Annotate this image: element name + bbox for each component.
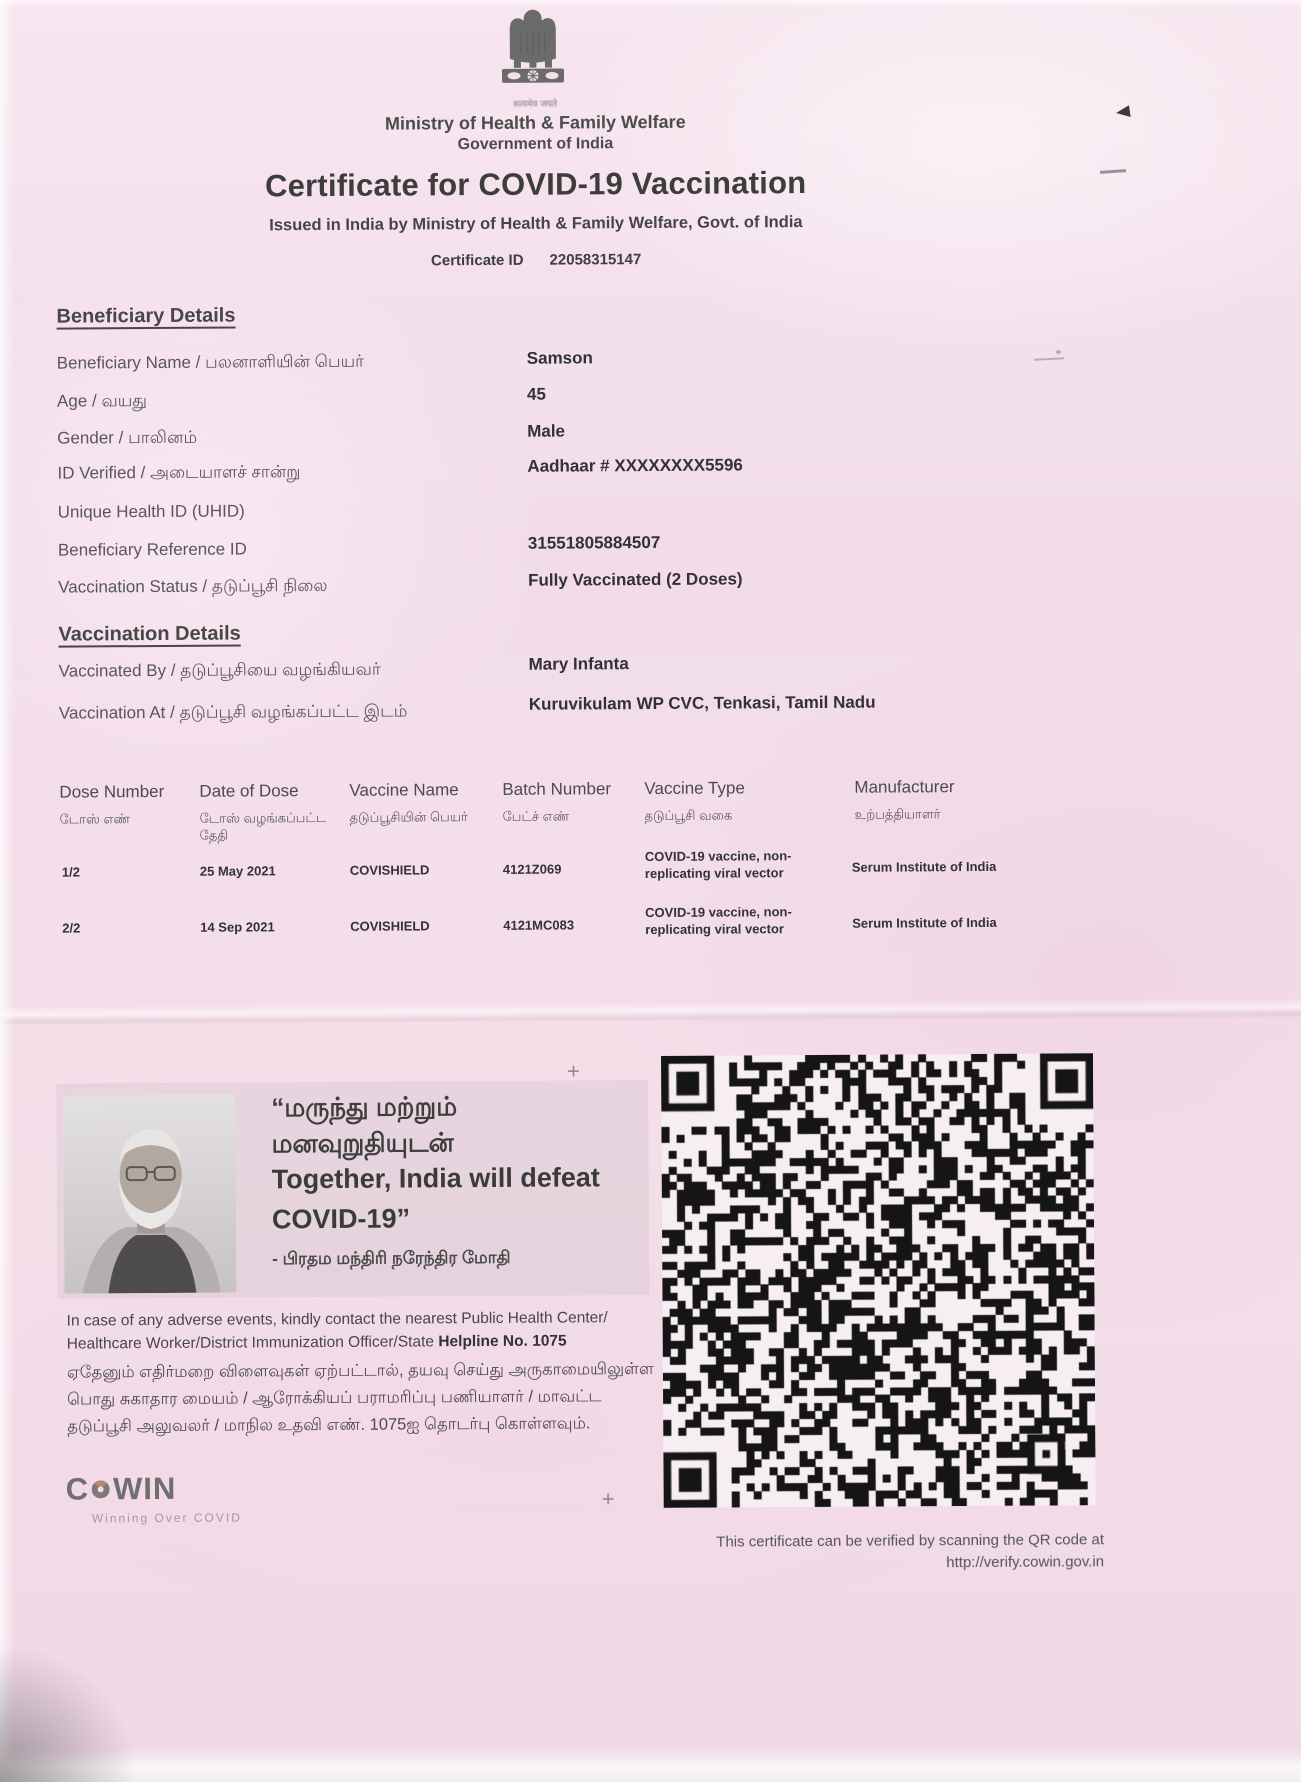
government-name: Government of India — [457, 135, 614, 154]
field-value-id-verified: Aadhaar # XXXXXXXX5596 — [527, 455, 743, 476]
certificate-subtitle: Issued in India by Ministry of Health & Family Welfare, Govt. of India — [269, 213, 803, 235]
field-label-uhid: Unique Health ID (UHID) — [57, 501, 245, 522]
table-row2-vaccine-name: COVISHIELD — [350, 918, 430, 934]
emblem-motto: सत्यमेव जयते — [513, 98, 558, 109]
field-value-vaccination-status: Fully Vaccinated (2 Doses) — [528, 569, 743, 590]
adverse-events-text-normal: In case of any adverse events, kindly contact the nearest Public Health Center/ Healthcare Worker/District Immunization Officer/State — [66, 1309, 608, 1353]
table-header-ta-batch-number: பேட்ச் எண் — [502, 808, 570, 824]
field-value-vaccination-at: Kuruvikulam WP CVC, Tenkasi, Tamil Nadu — [528, 692, 876, 714]
field-label-vaccinated-by: Vaccinated By / தடுப்பூசியை வழங்கியவர் — [58, 659, 381, 681]
certificate-id-value: 22058315147 — [549, 251, 642, 269]
table-row2-date: 14 Sep 2021 — [200, 919, 275, 935]
verification-note-line1: This certificate can be verified by scanning the QR code at — [716, 1531, 1105, 1551]
field-label-gender: Gender / பாலினம் — [57, 427, 198, 448]
scan-edge-bottom — [0, 1748, 1301, 1782]
table-header-date-of-dose: Date of Dose — [199, 781, 299, 801]
field-value-gender: Male — [527, 421, 566, 441]
table-row2-dose-number: 2/2 — [62, 920, 81, 936]
scan-edge-top — [0, 0, 1301, 8]
certificate-id-row — [0, 248, 1076, 272]
quote-english-line2: COVID-19” — [271, 1203, 411, 1235]
field-label-id-verified: ID Verified / அடையாளச் சான்று — [57, 462, 301, 483]
registration-mark-bottom: + — [601, 1486, 615, 1512]
quote-english-line1: Together, India will defeat — [271, 1162, 600, 1195]
table-header-dose-number: Dose Number — [59, 781, 165, 802]
table-header-ta-date-of-dose: டோஸ் வழங்கப்பட்ட தேதி — [199, 809, 327, 843]
quote-tamil-line1: “மருந்து மற்றும் — [271, 1091, 458, 1123]
table-header-ta-vaccine-name: தடுப்பூசியின் பெயர் — [349, 809, 468, 825]
beneficiary-section-title: Beneficiary Details — [56, 304, 236, 328]
field-value-age: 45 — [526, 384, 546, 404]
table-row1-batch: 4121Z069 — [502, 861, 562, 877]
quote-tamil-line2: மனவுறுதியுடன் — [271, 1127, 454, 1159]
cowin-tagline: Winning Over COVID — [91, 1510, 242, 1526]
field-label-age: Age / வயது — [56, 391, 148, 411]
quote-attribution: - பிரதம மந்திரி நரேந்திர மோதி — [272, 1247, 511, 1269]
table-row2-vaccine-type: COVID-19 vaccine, non-replicating viral vector — [645, 904, 792, 938]
adverse-events-text — [67, 1306, 651, 1356]
certificate-title: Certificate for COVID-19 Vaccination — [264, 165, 807, 204]
table-row1-vaccine-type: COVID-19 vaccine, non-replicating viral vector — [644, 848, 792, 882]
national-emblem-icon — [493, 4, 574, 99]
pm-modi-photo — [63, 1095, 236, 1299]
table-row1-date: 25 May 2021 — [199, 863, 276, 879]
field-value-vaccinated-by: Mary Infanta — [528, 654, 629, 674]
registration-mark-top: + — [567, 1058, 581, 1084]
qr-code — [661, 1053, 1096, 1508]
cowin-logo-c: C — [65, 1471, 90, 1507]
field-label-vaccination-status: Vaccination Status / தடுப்பூசி நிலை — [58, 575, 328, 597]
scan-crease — [1, 998, 1301, 1026]
ministry-name: Ministry of Health & Family Welfare — [384, 111, 686, 134]
table-header-ta-dose-number: டோஸ் எண் — [59, 811, 131, 827]
certificate-id-label: Certificate ID — [430, 251, 524, 270]
cowin-logo-win: WIN — [112, 1470, 177, 1507]
table-row2-batch: 4121MC083 — [503, 917, 575, 933]
page-curl-shadow — [0, 1630, 150, 1782]
vaccination-section-title: Vaccination Details — [58, 622, 241, 646]
table-row2-manufacturer: Serum Institute of India — [852, 914, 997, 931]
table-row1-vaccine-name: COVISHIELD — [349, 862, 430, 878]
verification-url: http://verify.cowin.gov.in — [946, 1553, 1105, 1572]
table-header-ta-manufacturer: உற்பத்தியாளர் — [854, 806, 941, 822]
table-header-batch-number: Batch Number — [502, 779, 612, 799]
field-value-reference-id: 31551805884507 — [527, 532, 661, 553]
cowin-logo-ring-icon — [92, 1480, 110, 1498]
helpline-number: Helpline No. 1075 — [438, 1332, 567, 1351]
table-header-vaccine-type: Vaccine Type — [644, 778, 745, 799]
table-header-ta-vaccine-type: தடுப்பூசி வகை — [644, 807, 733, 824]
scan-edge-left — [0, 0, 14, 1782]
field-label-vaccination-at: Vaccination At / தடுப்பூசி வழங்கப்பட்ட இடம் — [58, 701, 408, 723]
scan-artifact-dot — [1056, 350, 1061, 354]
field-value-beneficiary-name: Samson — [526, 348, 593, 368]
cowin-logo — [66, 1471, 177, 1508]
field-label-beneficiary-name: Beneficiary Name / பலனாளியின் பெயர் — [56, 351, 365, 373]
verification-note — [604, 1529, 1104, 1576]
table-row1-manufacturer: Serum Institute of India — [851, 858, 997, 875]
table-header-vaccine-name: Vaccine Name — [349, 780, 459, 800]
table-header-manufacturer: Manufacturer — [854, 777, 955, 797]
table-row1-dose-number: 1/2 — [61, 864, 80, 880]
adverse-events-text-tamil: ஏதேனும் எதிர்மறை விளைவுகள் ஏற்பட்டால், தயவு செய்து அருகாமையிலுள்ள பொது சுகாதார மையம் / ஆரோக்கியப் பராமரிப்பு பணியாளர் / மாவட்ட தடுப்பூசி அலுவலர் / மாநில உதவி எண். 1075ஐ தொடர்பு கொள்ளவும். — [66, 1359, 654, 1436]
field-label-reference-id: Beneficiary Reference ID — [57, 539, 247, 560]
